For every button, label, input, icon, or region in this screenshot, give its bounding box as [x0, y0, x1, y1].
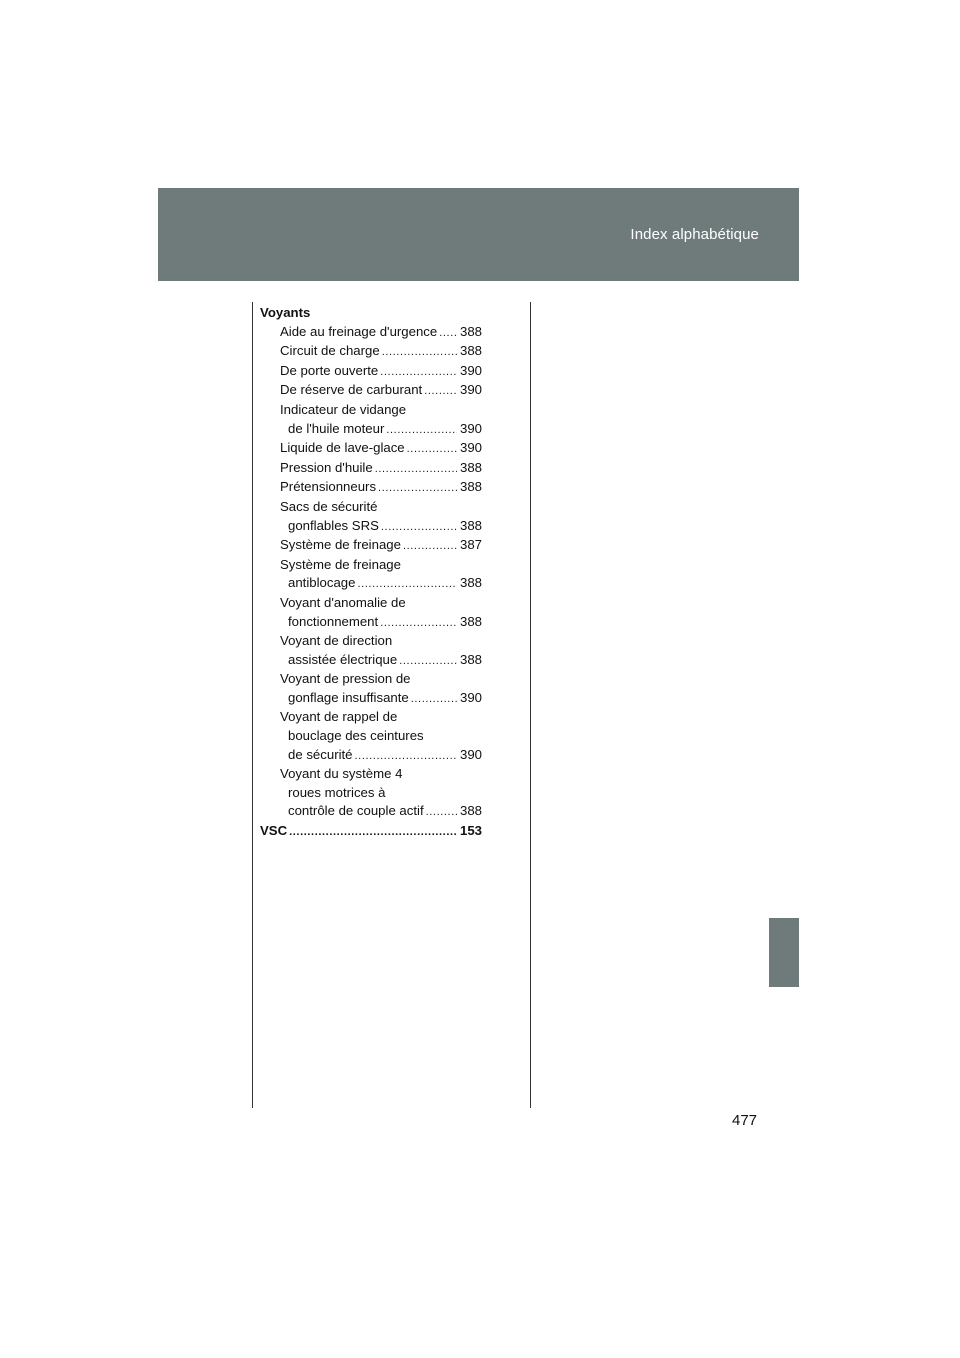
column-divider-left — [252, 302, 253, 1108]
index-heading — [260, 304, 482, 323]
index-entry-text: Voyant de rappel de — [280, 709, 398, 725]
index-entry — [260, 381, 482, 401]
index-entry-text: bouclage des ceintures — [288, 728, 424, 744]
index-entry-text: Aide au freinage d'urgence — [280, 323, 438, 339]
index-entry — [260, 401, 482, 420]
index-entry-text: Prétensionneurs — [280, 479, 377, 495]
index-entry-page: 390 — [459, 362, 482, 378]
index-entry-text: gonflables SRS — [288, 517, 379, 533]
index-entry — [260, 459, 482, 479]
index-column — [260, 304, 482, 842]
index-entry-page: 388 — [459, 613, 482, 629]
index-entry-page: 388 — [459, 323, 482, 339]
leader-dots — [426, 803, 457, 822]
leader-dots — [381, 518, 457, 537]
section-title: Index alphabétique — [630, 226, 759, 243]
index-entry-page: 388 — [459, 517, 482, 533]
index-entry-text: de l'huile moteur — [288, 420, 385, 436]
index-entry-text: Circuit de charge — [280, 343, 380, 359]
index-entry — [260, 498, 482, 517]
index-entry-page: 388 — [459, 651, 482, 667]
leader-dots — [289, 823, 457, 842]
index-entry — [260, 478, 482, 498]
index-entry-text: De réserve de carburant — [280, 382, 423, 398]
index-entry-page: 388 — [459, 343, 482, 359]
index-entry — [260, 323, 482, 343]
index-entry — [260, 802, 482, 822]
leader-dots — [424, 382, 457, 401]
index-entry-vsc — [260, 822, 482, 842]
index-entry-text: VSC — [260, 823, 288, 839]
index-entry-page: 390 — [459, 440, 482, 456]
index-entry — [260, 765, 482, 784]
index-entry — [260, 574, 482, 594]
leader-dots — [407, 440, 457, 459]
chapter-tab — [769, 918, 799, 987]
index-entry-text: contrôle de couple actif — [288, 803, 424, 819]
index-entry — [260, 689, 482, 709]
index-entry-page: 390 — [459, 689, 482, 705]
index-entry-text: Sacs de sécurité — [280, 498, 378, 514]
leader-dots — [386, 421, 457, 440]
page-number: 477 — [732, 1112, 758, 1129]
leader-dots — [439, 324, 457, 343]
index-entry — [260, 362, 482, 382]
index-entry-text: Voyant de pression de — [280, 671, 411, 687]
index-entry-text: antiblocage — [288, 575, 356, 591]
leader-dots — [380, 614, 457, 633]
index-entry-text: roues motrices à — [288, 784, 386, 800]
index-entry-text: Liquide de lave-glace — [280, 440, 405, 456]
index-entry — [260, 420, 482, 440]
leader-dots — [357, 575, 457, 594]
index-entry-text: Système de freinage — [280, 556, 401, 572]
index-entry — [260, 342, 482, 362]
index-entry-text: Système de freinage — [280, 537, 401, 553]
index-entry-text: Voyant de direction — [280, 633, 393, 649]
index-entry-text: gonflage insuffisante — [288, 689, 409, 705]
index-entry — [260, 708, 482, 727]
leader-dots — [403, 537, 457, 556]
index-entry — [260, 651, 482, 671]
leader-dots — [399, 652, 457, 671]
index-entry-text: assistée électrique — [288, 651, 398, 667]
index-entry — [260, 613, 482, 633]
index-entry-text: Voyant du système 4 — [280, 766, 403, 782]
index-entry-text: fonctionnement — [288, 613, 379, 629]
leader-dots — [375, 460, 457, 479]
index-entry — [260, 746, 482, 766]
header-band — [158, 188, 799, 281]
index-heading-text: Voyants — [260, 305, 311, 320]
index-entry — [260, 727, 482, 746]
index-entries — [260, 323, 482, 822]
leader-dots — [355, 747, 457, 766]
leader-dots — [378, 479, 457, 498]
index-entry-page: 390 — [459, 382, 482, 398]
index-entry-page: 388 — [459, 803, 482, 819]
index-entry-text: Indicateur de vidange — [280, 401, 407, 417]
leader-dots — [380, 363, 457, 382]
index-entry-text: de sécurité — [288, 746, 353, 762]
index-entry-page: 387 — [459, 537, 482, 553]
index-entry — [260, 632, 482, 651]
index-entry-page: 390 — [459, 420, 482, 436]
index-entry-page: 153 — [459, 823, 482, 839]
column-divider-right — [530, 302, 531, 1108]
leader-dots — [411, 690, 457, 709]
leader-dots — [382, 343, 457, 362]
index-entry — [260, 670, 482, 689]
index-entry-page: 390 — [459, 746, 482, 762]
index-entry — [260, 439, 482, 459]
index-entry — [260, 517, 482, 537]
index-entry — [260, 556, 482, 575]
index-entry — [260, 784, 482, 803]
index-entry — [260, 594, 482, 613]
index-entry-page: 388 — [459, 479, 482, 495]
index-entry-page: 388 — [459, 575, 482, 591]
index-entry-text: De porte ouverte — [280, 362, 379, 378]
index-entry-text: Voyant d'anomalie de — [280, 594, 406, 610]
index-entry-page: 388 — [459, 459, 482, 475]
index-entry — [260, 536, 482, 556]
index-entry-text: Pression d'huile — [280, 459, 373, 475]
